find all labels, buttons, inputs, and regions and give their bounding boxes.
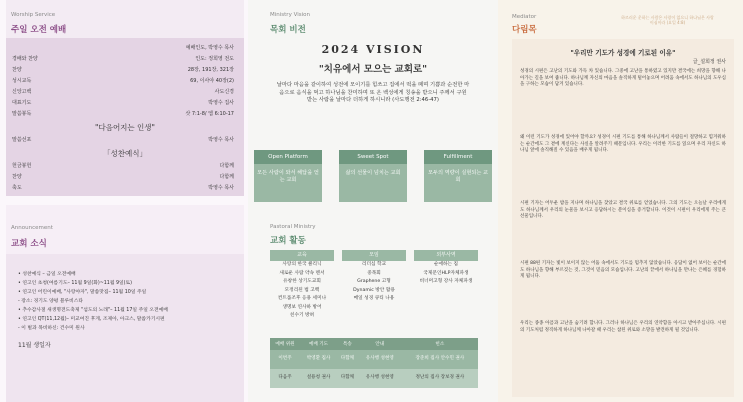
mediator-article bbox=[512, 39, 734, 397]
table-cell: 다음주 bbox=[270, 369, 300, 388]
ministry-column-heading: 교육 bbox=[270, 250, 334, 261]
ministry-section bbox=[248, 222, 498, 402]
ministry-item: 중목회 bbox=[367, 270, 381, 276]
announcement-item: • 연고인 어린이예배, "사랑야자", 말씀맛집– 11월 10일 주일 bbox=[18, 290, 147, 295]
article-paragraph: 시편 88편 기자는 빛이 보이지 않는 어둠 속에서도 기도를 멈추지 않았습니다. 응답이 없어 보이는 순간에도 하나님을 향해 부르짖는 것, 그것이 믿음의 모습입니다. 고난의 끝에서 하나님을 만나는 은혜를 경험하게 됩니다. bbox=[520, 261, 726, 279]
announcement-section bbox=[6, 205, 244, 402]
ministry-item: 순애하는 집 bbox=[433, 262, 459, 267]
vision-card-open-platform bbox=[254, 150, 322, 202]
vision-card-fulfillment bbox=[424, 150, 492, 202]
vision-verse: 날마다 마음을 같이하여 성전에 모이기를 힘쓰고 집에서 떡을 떼며 기쁨과 순전한 마음으로 음식을 먹고 하나님을 찬미하며 또 온 백성에게 칭송을 받으니 주께서 구원 받는 사람을 날마다 더하게 하시니라 (사도행전 2:46-47) bbox=[276, 82, 470, 103]
worship-order bbox=[6, 38, 244, 196]
birthday-heading: 11월 생일자 bbox=[18, 342, 51, 349]
table-cell: 이번주 bbox=[270, 350, 300, 369]
ministry-item: 사랑의 한국 클리닉 bbox=[282, 262, 322, 267]
ministry-item: 리더십 학교 bbox=[361, 262, 387, 267]
vision-card-text: 모두의 역량이 실현되는 교회 bbox=[427, 170, 489, 183]
order-row: 말씀봉독 삿 7:1-8/ 엡 6:10-17 bbox=[12, 111, 234, 117]
ministry-item: 모정리된 법 고백 bbox=[284, 287, 320, 293]
ministry-item: 매일 성경 큐티 나용 bbox=[353, 296, 395, 301]
ministry-column-heading: 외부사역 bbox=[414, 250, 478, 261]
vision-section-title: 목회 비전 bbox=[270, 25, 306, 35]
announcement-item: • 연고인 초청(여름기도– 11월 9일(화)~11월 9일(토) bbox=[18, 281, 133, 286]
table-header: 특송 bbox=[337, 338, 358, 350]
ministry-item: 비너머고형 강사 자체파생 bbox=[419, 279, 473, 284]
ministry-item: 유창한 상기도교회 bbox=[283, 279, 321, 284]
order-row: 찬양 다함께 bbox=[12, 174, 234, 180]
center-column bbox=[248, 0, 498, 402]
table-cell: 설용청 권사 bbox=[300, 369, 337, 388]
vision-card-heading: Fulfillment bbox=[424, 150, 492, 164]
ministry-section-label: Pastoral Ministry bbox=[270, 224, 316, 230]
table-cell: 다함께 bbox=[337, 350, 358, 369]
vision-card-heading: Sweet Spot bbox=[339, 150, 407, 164]
table-cell: 유사행 성현영 bbox=[358, 350, 402, 369]
left-column bbox=[0, 0, 248, 402]
vision-section-label: Ministry Vision bbox=[270, 12, 310, 18]
order-row: 찬양 28장, 191장, 321장 bbox=[12, 67, 234, 73]
order-row: 말씀선포 박영수 목사 bbox=[12, 137, 234, 143]
vision-year: 2024 VISION bbox=[321, 43, 425, 56]
article-paragraph: 성경의 시편은 고난의 기도와 가득 차 있습니다. 그중에 고난을 통하였고 있지만 결국에는 희망을 향해 나아가는 길을 보여 줍니다. 하나님께 자신의 마음을 솔직하게 털어놓으며 어려움 속에서도 하나님의 도우심을 구하는 모습이 담겨 있습니다. bbox=[520, 69, 726, 87]
table-header: 안내 bbox=[358, 338, 402, 350]
worship-section-title: 주일 오전 예배 bbox=[11, 25, 67, 35]
worship-section-label: Worship Service bbox=[11, 12, 56, 18]
announcement-section-label: Announcement bbox=[11, 225, 53, 231]
announcement-section-title: 교회 소식 bbox=[11, 239, 47, 249]
order-row: 성시교독 69, 이사야 40장(2) bbox=[12, 78, 234, 84]
order-row: 축도 박영수 목사 bbox=[12, 185, 234, 191]
table-cell: 다함께 bbox=[337, 369, 358, 388]
announcement-item: - 장소: 경기도 양평 블루비스타 bbox=[18, 299, 84, 304]
table-cell: 정난의 집사 장보경 권사 bbox=[402, 369, 478, 388]
ministry-item: Graphene 고형 bbox=[357, 279, 391, 284]
ministry-section-title: 교회 활동 bbox=[270, 236, 306, 246]
table-cell: 유사행 성현영 bbox=[358, 369, 402, 388]
vision-motto: "치유에서 모으는 교회로" bbox=[318, 64, 428, 75]
right-column bbox=[498, 0, 743, 402]
ministry-item: 컨트롤조후 응용 세미나 bbox=[277, 296, 327, 301]
article-title: "우리만 기도가 성경에 기로된 이유" bbox=[570, 49, 676, 57]
sacrament-title: 「성찬예식」 bbox=[103, 149, 147, 158]
order-row: 신앙고백 사도신경 bbox=[12, 89, 234, 95]
article-paragraph: 우리는 종종 아픔과 고난을 숨기려 합니다. 그러나 하나님은 우리의 연약함을 아시고 받아주십니다. 시편의 기도처럼 정직하게 하나님께 나아갈 때 우리는 참된 위로와 소망을 발견하게 될 것입니다. bbox=[520, 321, 726, 333]
vision-card-text: 모든 사람이 와서 해답을 얻는 교회 bbox=[257, 170, 319, 183]
sermon-title: "다음어지는 인생" bbox=[95, 123, 155, 132]
worship-section bbox=[6, 0, 244, 196]
ministry-column-education bbox=[270, 250, 334, 321]
announcement-item: - 이 벌과 목비하신: 건수미 원사 bbox=[18, 326, 85, 331]
ministry-item: 친수기 방혀 bbox=[289, 313, 315, 318]
order-row: 헌금봉헌 다함께 bbox=[12, 163, 234, 169]
order-row: 예배인도, 박영수 목사 bbox=[185, 45, 234, 51]
vision-card-sweet-spot bbox=[339, 150, 407, 202]
table-header: 예배 위원 bbox=[270, 338, 300, 350]
table-cell: 장준희 집사 안수민 권사 bbox=[402, 350, 478, 369]
order-row: 대표기도 박영수 집사 bbox=[12, 100, 234, 106]
ministry-item: Dynamic 방안 활용 bbox=[353, 287, 395, 293]
ministry-item: 새로운 사람 약속 멘서 bbox=[279, 270, 325, 276]
ministry-item: 국제문인HLP자체파생 bbox=[423, 270, 469, 276]
vision-card-text: 삶의 선물이 넘치는 교회 bbox=[345, 170, 401, 176]
table-header: 예배 기도 bbox=[300, 338, 337, 350]
mediator-section-label: Mediator bbox=[512, 14, 537, 20]
ministry-column-outreach bbox=[414, 250, 478, 287]
article-paragraph: 시편 기자는 어두운 밤을 지나며 하나님을 찾았고 결국 위로를 얻었습니다. 그의 기도는 오늘날 우리에게도 하나님께서 우리의 눈물을 보시고 응답하시는 분이심을 증거합니다. 이것이 시편이 우리에게 주는 큰 선물입니다. bbox=[520, 201, 726, 219]
announcement-item: • 성찬예식 – 금일 오전예배 bbox=[18, 272, 76, 277]
table-header: 헌소 bbox=[402, 338, 478, 350]
service-roster-table bbox=[270, 338, 478, 388]
announcement-item: • 연고인 QT(11,12월)– 미교여진 후게, 조제아, 아크스, 말씀카기시편 bbox=[18, 317, 165, 322]
announcement-item: • 추수감사절 새생명전도축제 "섬도의 노래"– 11월 17일 주일 오전예배 bbox=[18, 308, 168, 313]
vision-section bbox=[248, 0, 498, 215]
vision-card-heading: Open Platform bbox=[254, 150, 322, 164]
article-paragraph: 왜 이런 기도가 성경에 있어야 할까요? 성경이 시편 기도를 통해 하나님께서 사람들이 절망하고 힘겨워하는 순간에도 그 곁에 계신다는 사실을 알려주기 때문입니다. 우리는 이러한 기도를 읽으며 우리 자신도 하나님 앞에 솔직해질 수 있음을 배우게 됩니다. bbox=[520, 135, 726, 153]
article-author: 글_설희정 권사 bbox=[692, 59, 726, 65]
table-row bbox=[270, 350, 478, 369]
ministry-item: 생명보 연사하 방어 bbox=[282, 304, 322, 310]
table-cell: 박영환 집사 bbox=[300, 350, 337, 369]
mediator-section-title: 다림목 bbox=[512, 25, 537, 35]
mediator-note: 하르러운 운하는 사람은 사랑이 없으니 하나님은 사랑이심이라 (요일 4:8) bbox=[621, 15, 714, 25]
table-row bbox=[270, 369, 478, 388]
order-row: 경배와 찬양 인도: 정희영 전도 bbox=[12, 56, 234, 62]
announcement-list bbox=[6, 254, 244, 402]
ministry-column-gathering bbox=[342, 250, 406, 304]
ministry-column-heading: 모임 bbox=[342, 250, 406, 261]
